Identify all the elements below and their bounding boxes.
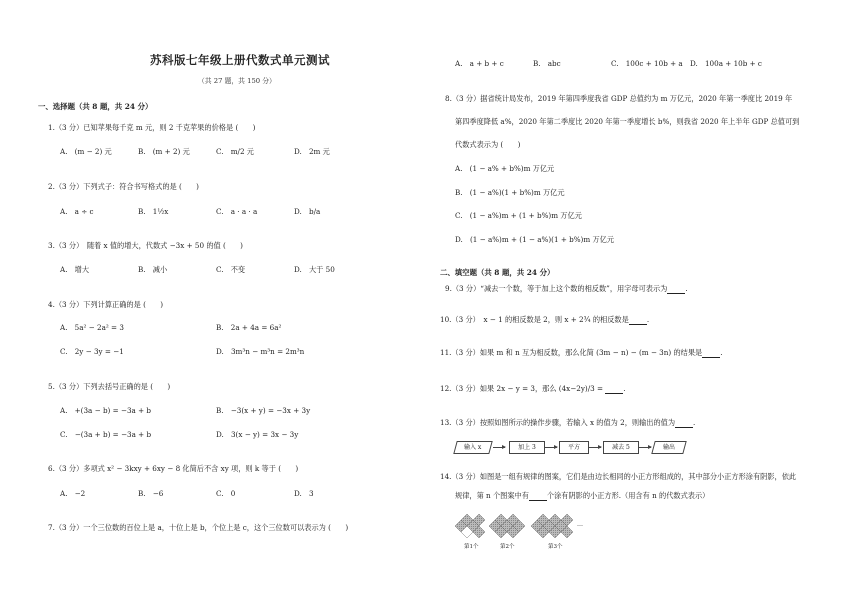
q4-stem: 4.（3 分）下列计算正确的是 ( )	[48, 300, 164, 309]
q2-option-d[interactable]: D. b/a	[294, 207, 321, 216]
q5-option-a[interactable]: A. +(3a − b) = −3a + b	[60, 406, 152, 415]
q2-stem: 2.（3 分）下列式子：符合书写格式的是 ( )	[48, 182, 199, 191]
svg-text:…: …	[577, 521, 583, 528]
q8-line-3: 代数式表示为 ( )	[455, 140, 521, 149]
q5-option-c[interactable]: C. −(3a + b) = −3a + b	[60, 430, 152, 439]
pattern-label-3: 第3个	[548, 544, 563, 550]
q8-option-d[interactable]: D. (1 − a%)m + (1 − a%)(1 + b%)m 万亿元	[455, 235, 615, 244]
flow-arrow-icon	[493, 447, 505, 448]
flow-arrow-icon	[589, 447, 601, 448]
q8-line-1: 8.（3 分）据省统计局发布，2019 年第四季度我省 GDP 总值约为 m 万亿元，2020 年第一季度比 2019 年	[445, 94, 793, 103]
q3-option-d[interactable]: D. 大于 50	[294, 265, 335, 274]
q6-stem: 6.（3 分）多项式 x² − 3kxy + 6xy − 8 化简后不含 xy 项，则 k 等于 ( )	[48, 464, 299, 473]
q1-option-c[interactable]: C. m/2 元	[216, 147, 254, 156]
q14-line-1: 14.（3 分）如图是一组有规律的图案，它们是由边长相同的小正方形组成的，其中部分小正方形涂有阴影，依此	[440, 472, 797, 481]
pattern-label-1: 第1个	[464, 544, 479, 550]
q1-option-a[interactable]: A. (m − 2) 元	[60, 147, 112, 156]
flow-step-3: 平方	[559, 441, 589, 454]
q6-option-a[interactable]: A. −2	[60, 489, 86, 498]
q10-answer-blank[interactable]	[629, 316, 647, 325]
pattern-2	[489, 514, 525, 538]
q8-option-b[interactable]: B. (1 − a%)(1 + b%)m 万亿元	[455, 188, 565, 197]
page-title: 苏科版七年级上册代数式单元测试	[150, 53, 330, 67]
section-fill: 二、填空题（共 8 题，共 24 分）	[440, 268, 555, 277]
section-choice: 一、选择题（共 8 题，共 24 分）	[38, 102, 153, 111]
q9-answer-blank[interactable]	[667, 285, 685, 294]
flow-step-1: 输入 x	[453, 441, 492, 454]
q12-stem: 12.（3 分）如果 2x − y = 3，那么 (4x−2y)/3 = .	[440, 384, 626, 393]
q8-line-2: 第四季度降低 a%，2020 年第二季度比 2020 年第一季度增长 b%，则我省 2020 年上半年 GDP 总值可到	[455, 117, 800, 126]
q14-answer-blank[interactable]	[529, 492, 547, 501]
q6-option-d[interactable]: D. 3	[294, 489, 314, 498]
q2-option-b[interactable]: B. 1½x	[138, 207, 169, 216]
q5-option-b[interactable]: B. −3(x + y) = −3x + 3y	[216, 406, 311, 415]
pattern-1	[455, 514, 485, 538]
q2-option-c[interactable]: C. a · a · a	[216, 207, 258, 216]
q12-answer-blank[interactable]	[605, 385, 623, 394]
q3-option-a[interactable]: A. 增大	[60, 265, 90, 274]
flow-arrow-icon	[545, 447, 557, 448]
pattern-3	[531, 514, 573, 538]
flow-arrow-icon	[639, 447, 651, 448]
q1-stem: 1.（3 分）已知苹果每千克 m 元，则 2 千克苹果的价格是 ( )	[48, 123, 256, 132]
q9-stem: 9.（3 分）“减去一个数，等于加上这个数的相反数”，用字母可表示为 .	[445, 284, 688, 293]
q4-option-a[interactable]: A. 5a² − 2a² = 3	[60, 323, 124, 332]
q13-answer-blank[interactable]	[675, 419, 693, 428]
flow-step-4: 减去 5	[603, 441, 639, 454]
q4-option-b[interactable]: B. 2a + 4a = 6a²	[216, 323, 282, 332]
q11-stem: 11.（3 分）如果 m 和 n 互为相反数，那么化简 (3m − n) − (m − 3n) 的结果是 .	[440, 348, 723, 357]
q1-option-d[interactable]: D. 2m 元	[294, 147, 330, 156]
page-subtitle: （共 27 题，共 150 分）	[198, 77, 276, 85]
q14-line-2: 规律，第 n 个图案中有 个涂有阴影的小正方形.（用含有 n 的代数式表示）	[455, 491, 710, 500]
q5-stem: 5.（3 分）下列去括号正确的是 ( )	[48, 382, 171, 391]
q3-option-b[interactable]: B. 减小	[138, 265, 168, 274]
q7-stem: 7.（3 分）一个三位数的百位上是 a，十位上是 b，个位上是 c，这个三位数可以表示为 ( )	[48, 523, 349, 532]
q1-option-b[interactable]: B. (m + 2) 元	[138, 147, 190, 156]
operation-flowchart	[455, 441, 715, 455]
flow-step-2: 加上 3	[509, 441, 545, 454]
q3-stem: 3.（3 分） 随着 x 值的增大，代数式 −3x + 50 的值 ( )	[48, 241, 243, 250]
q8-option-c[interactable]: C. (1 − a%)m + (1 + b%)m 万亿元	[455, 211, 582, 220]
q2-option-a[interactable]: A. a ÷ c	[60, 207, 94, 216]
q7-option-b[interactable]: B. abc	[533, 59, 561, 68]
q6-option-b[interactable]: B. −6	[138, 489, 164, 498]
q4-option-d[interactable]: D. 3m³n − m³n = 2m³n	[216, 347, 305, 356]
pattern-label-2: 第2个	[500, 544, 515, 550]
q7-option-c[interactable]: C. 100c + 10b + a	[611, 59, 683, 68]
q11-answer-blank[interactable]	[702, 349, 720, 358]
q4-option-c[interactable]: C. 2y − 3y = −1	[60, 347, 124, 356]
q7-option-a[interactable]: A. a + b + c	[455, 59, 504, 68]
q5-option-d[interactable]: D. 3(x − y) = 3x − 3y	[216, 430, 299, 439]
q7-option-d[interactable]: D. 100a + 10b + c	[690, 59, 762, 68]
q8-option-a[interactable]: A. (1 − a% + b%)m 万亿元	[455, 164, 555, 173]
q13-stem: 13.（3 分）按照如图所示的操作步骤，若输入 x 的值为 2，则输出的值为 .	[440, 418, 696, 427]
flow-step-5: 输出	[651, 441, 686, 454]
q10-stem: 10.（3 分） x − 1 的相反数是 2，则 x + 2¾ 的相反数是 .	[440, 315, 650, 324]
q3-option-c[interactable]: C. 不变	[216, 265, 246, 274]
q6-option-c[interactable]: C. 0	[216, 489, 236, 498]
